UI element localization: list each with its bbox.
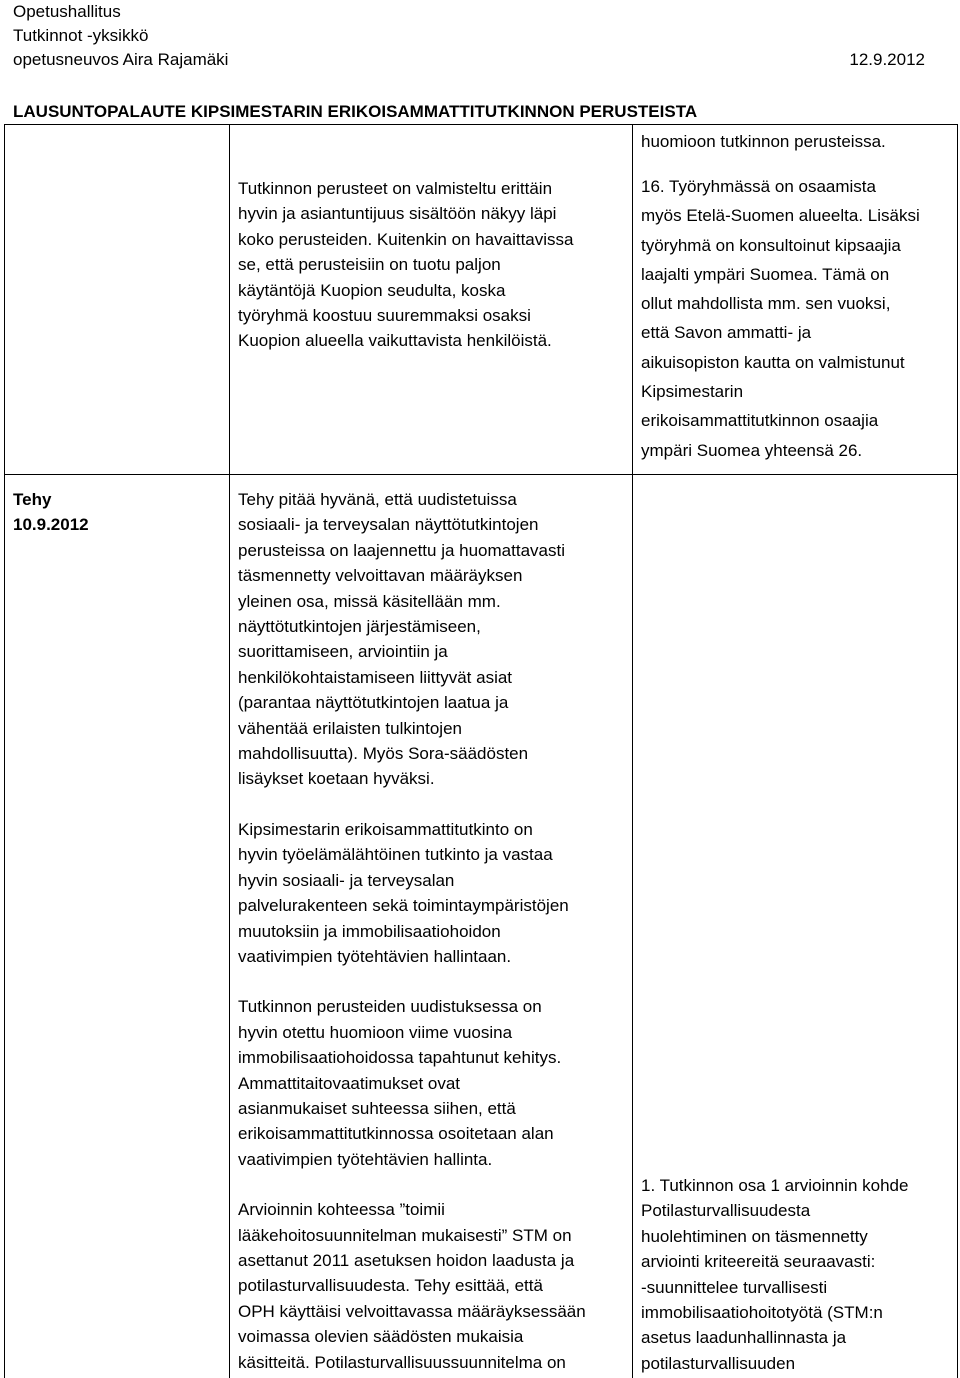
column-divider-1 [229, 124, 230, 1378]
row1-right-top-text: huomioon tutkinnon perusteissa. [641, 132, 886, 151]
table-top-border [4, 124, 958, 125]
document-title: LAUSUNTOPALAUTE KIPSIMESTARIN ERIKOISAMMATTITUTKINNON PERUSTEISTA [13, 102, 698, 121]
row2-organization: Tehy [13, 490, 52, 509]
comment-paragraph: Tehy pitää hyvänä, että uudistetuissa sosiaali- ja terveysalan näyttötutkintojen perusteissa on laajennettu ja huomattavasti täsmennetty velvoittavan määräyksen yleinen osa, missä käsitellään mm. näyttötutkintojen järjestämiseen, suorittamiseen, arviointiin ja henkilökohtaistamiseen liittyvät asiat (parantaa näyttötutkintojen laatua ja vähentää erilaisten tulkintojen mahdollisuutta). Myös Sora-säädösten lisäykset koetaan hyväksi. [238, 490, 565, 789]
row1-comment: Tutkinnon perusteet on valmisteltu erittäin hyvin ja asiantuntijuus sisältöön näkyy läpi koko perusteiden. Kuitenkin on havaittavissa se, että perusteisiin on tuotu paljon käytäntöjä Kuopion seudulta, koska työryhmä koostuu suuremmaksi osaksi Kuopion alueella vaikuttavista henkilöistä. [238, 179, 574, 351]
row2-date: 10.9.2012 [13, 515, 89, 534]
row2-comment [238, 487, 628, 1375]
row1-response: 16. Työryhmässä on osaamista myös Etelä-Suomen alueelta. Lisäksi työryhmä on konsultoinut kipsaajia laajalti ympäri Suomea. Tämä on ollut mahdollista mm. sen vuoksi, että Savon ammatti- ja aikuisopiston kautta on valmistunut Kipsimestarin erikoisammattitutkinnon osaajia ympäri Suomea yhteensä 26. [641, 177, 920, 460]
document-date: 12.9.2012 [849, 50, 925, 69]
author: opetusneuvos Aira Rajamäki [13, 50, 229, 69]
comment-paragraph: Kipsimestarin erikoisammattitutkinto on hyvin työelämälähtöinen tutkinto ja vastaa hyvin sosiaali- ja terveysalan palvelurakenteen sekä toimintaympäristöjen muutoksiin ja immobilisaatiohoidon vaativimpien työtehtävien hallintaan. [238, 819, 569, 966]
table-right-border [957, 124, 958, 1378]
org-name: Opetushallitus [13, 2, 121, 21]
table-left-border [4, 124, 5, 1378]
column-divider-2 [632, 124, 633, 1378]
comment-paragraph: Arvioinnin kohteessa ”toimii lääkehoitosuunnitelman mukaisesti” STM on asettanut 2011 asetuksen hoidon laadusta ja potilasturvallisuudesta. Tehy esittää, että OPH käyttäisi velvoittavassa määräyksessään voimassa olevien säädösten mukaisia käsitteitä. Potilasturvallisuussuunnitelma on [238, 1200, 586, 1372]
comment-paragraph: Tutkinnon perusteiden uudistuksessa on hyvin otettu huomioon viime vuosina immobilisaatiohoidossa tapahtunut kehitys. Ammattitaitovaatimukset ovat asianmukaiset suhteessa siihen, että erikoisammattitutkinnossa osoitetaan alan vaativimpien työtehtävien hallinta. [238, 997, 562, 1169]
org-unit: Tutkinnot -yksikkö [13, 26, 149, 45]
row-divider [4, 474, 958, 475]
row2-response: 1. Tutkinnon osa 1 arvioinnin kohde Potilasturvallisuudesta huolehtiminen on täsmennetty arviointi kriteereitä seuraavasti: -suunnittelee turvallisesti immobilisaatiohoitotyötä (STM:n asetus laadunhallinnasta ja potilasturvallisuuden [641, 1176, 909, 1373]
